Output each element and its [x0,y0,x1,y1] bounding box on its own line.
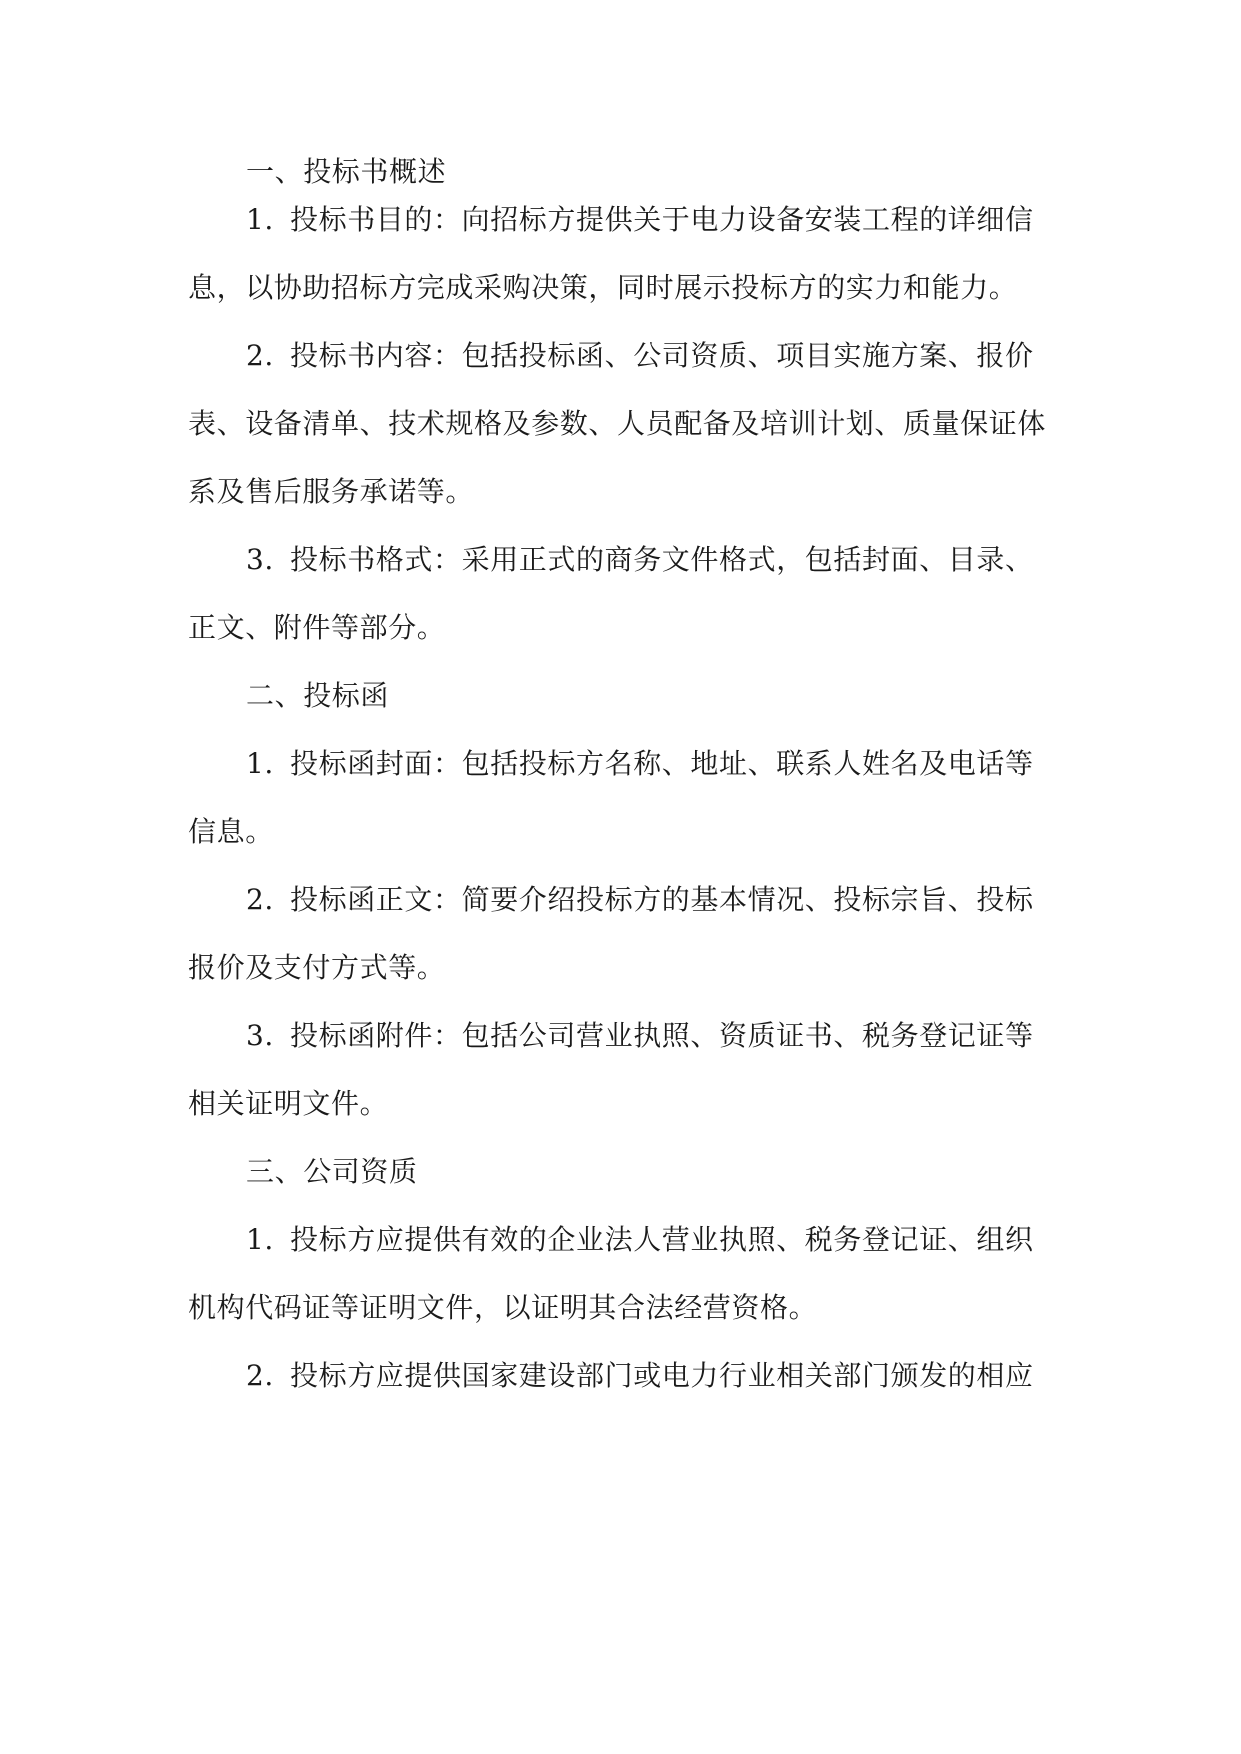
paragraph-line: 报价及支付方式等。 [188,951,446,984]
paragraph-line [246,744,1034,784]
paragraph-line: 正文、附件等部分。 [188,611,446,644]
paragraph-line [246,880,1034,920]
list-number: 3. [246,543,274,576]
list-number: 2. [246,1359,274,1392]
paragraph-text: 投标书目的：向招标方提供关于电力设备安装工程的详细信 [290,203,1034,236]
paragraph-text: 投标函附件：包括公司营业执照、资质证书、税务登记证等 [290,1019,1034,1052]
paragraph-line [246,1220,1034,1260]
paragraph-text: 投标书格式：采用正式的商务文件格式，包括封面、目录、 [290,543,1034,576]
section-heading-overview: 一、投标书概述 [246,155,447,188]
paragraph-line [246,200,1034,240]
paragraph-line: 机构代码证等证明文件，以证明其合法经营资格。 [188,1291,818,1324]
section-heading-bid-letter: 二、投标函 [246,679,390,712]
list-number: 1. [246,203,274,236]
paragraph-line: 表、设备清单、技术规格及参数、人员配备及培训计划、质量保证体 [188,407,1047,440]
section-heading-company-qualification: 三、公司资质 [246,1155,418,1188]
list-number: 2. [246,339,274,372]
list-number: 1. [246,747,274,780]
paragraph-text: 投标方应提供国家建设部门或电力行业相关部门颁发的相应 [290,1359,1034,1392]
paragraph-line: 信息。 [188,815,274,848]
paragraph-text: 投标函封面：包括投标方名称、地址、联系人姓名及电话等 [290,747,1034,780]
list-number: 3. [246,1019,274,1052]
paragraph-line [246,1016,1034,1056]
paragraph-text: 投标方应提供有效的企业法人营业执照、税务登记证、组织 [290,1223,1034,1256]
paragraph-text: 投标函正文：简要介绍投标方的基本情况、投标宗旨、投标 [290,883,1034,916]
list-number: 1. [246,1223,274,1256]
paragraph-text: 投标书内容：包括投标函、公司资质、项目实施方案、报价 [290,339,1034,372]
paragraph-line: 相关证明文件。 [188,1087,389,1120]
paragraph-line: 息，以协助招标方完成采购决策，同时展示投标方的实力和能力。 [188,271,1018,304]
paragraph-line: 系及售后服务承诺等。 [188,475,475,508]
paragraph-line [246,336,1034,376]
paragraph-line [246,540,1034,580]
list-number: 2. [246,883,274,916]
paragraph-line [246,1356,1034,1396]
